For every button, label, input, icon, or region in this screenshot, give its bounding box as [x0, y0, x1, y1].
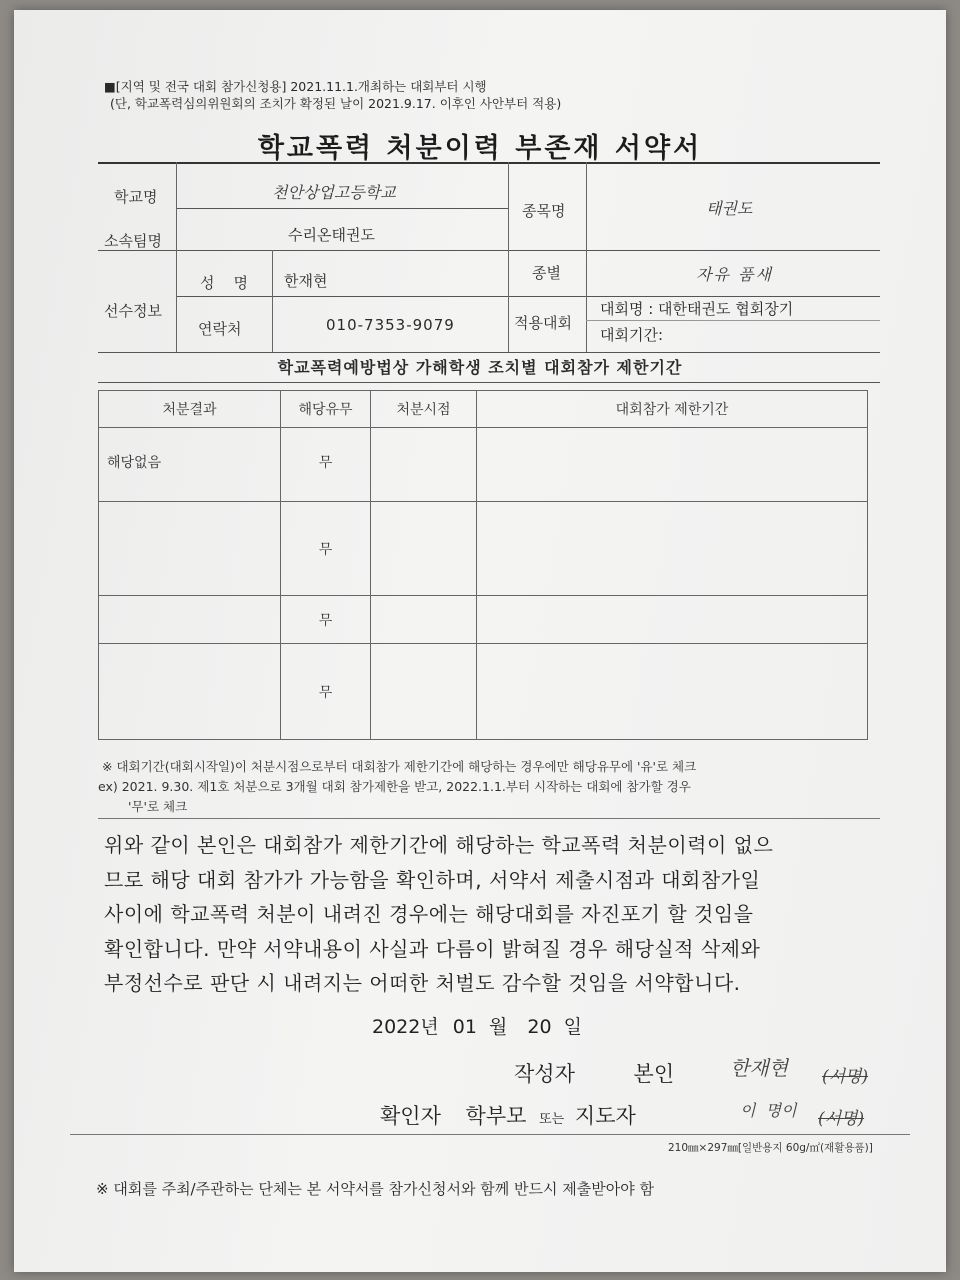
info-vline-1	[176, 162, 177, 352]
pledge-date	[372, 1012, 582, 1039]
table-row	[99, 428, 868, 502]
category-label: 종별	[532, 264, 561, 282]
paper-spec: 210㎜×297㎜[일반용지 60g/㎡(재활용품)]	[668, 1142, 873, 1154]
restriction-subtitle: 학교폭력예방법상 가해학생 조치별 대회참가 제한기간	[277, 358, 683, 377]
name-value: 한재현	[284, 272, 328, 290]
pledge-line-2: 므로 해당 대회 참가가 가능함을 확인하며, 서약서 제출시점과 대회참가일	[104, 867, 761, 892]
row-applicable: 무	[281, 644, 371, 740]
row-result	[99, 596, 281, 644]
bottom-note: ※ 대회를 주최/주관하는 단체는 본 서약서를 참가신청서와 함께 반드시 제출받아야 함	[96, 1180, 654, 1198]
self-sign-mark: (서명)	[822, 1067, 869, 1087]
event-label: 종목명	[522, 202, 566, 220]
player-info-label: 선수정보	[104, 302, 162, 320]
info-bottom-border	[98, 352, 880, 353]
table-row	[99, 596, 868, 644]
pledge-text	[104, 828, 894, 1001]
info-line-school	[176, 208, 508, 209]
pledge-line-4: 확인합니다. 만약 서약내용이 사실과 다름이 밝혀질 경우 해당실적 삭제와	[104, 936, 761, 961]
team-label: 소속팀명	[104, 232, 162, 250]
team-value: 수리온태권도	[288, 226, 375, 244]
writer-label: 작성자	[514, 1062, 575, 1086]
row-time	[371, 644, 477, 740]
row-time	[371, 502, 477, 596]
notice-line-1: ■[지역 및 전국 대회 참가신청용] 2021.11.1.개최하는 대회부터 시행	[104, 79, 487, 94]
table-row	[99, 644, 868, 740]
confirmer-signature-line	[380, 1100, 636, 1130]
row-result: 해당없음	[99, 428, 281, 502]
notice	[104, 78, 561, 112]
row-period	[477, 644, 868, 740]
competition-period: 대회기간:	[600, 326, 664, 344]
subtitle-bottom-border	[98, 382, 880, 383]
date-year: 2022년	[372, 1016, 439, 1038]
row-applicable: 무	[281, 428, 371, 502]
row-result	[99, 502, 281, 596]
info-line-competition	[586, 320, 880, 321]
date-month-label: 월	[489, 1016, 508, 1038]
info-line-team	[98, 250, 880, 251]
competition-name: 대회명 : 대한태권도 협회장기	[600, 300, 794, 318]
name-label: 성 명	[200, 274, 249, 292]
pledge-line-5: 부정선수로 판단 시 내려지는 어떠한 처벌도 감수할 것임을 서약합니다.	[104, 971, 741, 995]
header-result: 처분결과	[99, 391, 281, 428]
info-top-border	[98, 162, 880, 164]
pledge-line-1: 위와 같이 본인은 대회참가 제한기간에 해당하는 학교폭력 처분이력이 없으	[104, 833, 774, 857]
header-period: 대회참가 제한기간	[477, 391, 868, 428]
footnote-1: ※ 대회기간(대회시작일)이 처분시점으로부터 대회참가 제한기간에 해당하는 경우에만 해당유무에 '유'로 체크	[102, 759, 697, 774]
category-value: 자유 품새	[696, 265, 773, 284]
date-month: 01	[452, 1016, 477, 1038]
date-day-label: 일	[563, 1016, 582, 1038]
parent-label: 학부모	[465, 1104, 527, 1128]
row-period	[477, 502, 868, 596]
contact-label: 연락처	[198, 320, 242, 338]
self-label: 본인	[633, 1062, 675, 1086]
or-label: 또는	[539, 1112, 565, 1127]
row-result	[99, 644, 281, 740]
school-value: 천안상업고등학교	[272, 183, 396, 202]
table-row	[99, 502, 868, 596]
contact-value: 010-7353-9079	[326, 316, 455, 334]
footnote-divider	[98, 818, 880, 819]
restriction-table	[98, 390, 868, 740]
info-vline-3	[508, 162, 509, 352]
writer-signature-line	[514, 1058, 674, 1088]
coach-signature: 이 명이	[740, 1101, 797, 1120]
info-vline-2	[272, 250, 273, 352]
form-title: 학교폭력 처분이력 부존재 서약서	[257, 133, 703, 164]
restriction-header-row	[99, 391, 868, 428]
date-day: 20	[527, 1016, 552, 1038]
row-time	[371, 596, 477, 644]
row-applicable: 무	[281, 596, 371, 644]
row-time	[371, 428, 477, 502]
coach-sign-mark: (서명)	[818, 1109, 865, 1129]
footnote-3: '무'로 체크	[128, 799, 188, 814]
row-applicable: 무	[281, 502, 371, 596]
competition-label: 적용대회	[514, 314, 572, 332]
info-vline-4	[586, 162, 587, 352]
info-line-name	[176, 296, 880, 297]
row-period	[477, 596, 868, 644]
header-applicable: 해당유무	[281, 391, 371, 428]
footnote-2: ex) 2021. 9.30. 제1호 처분으로 3개월 대회 참가제한을 받고, 2022.1.1.부터 시작하는 대회에 참가할 경우	[98, 779, 691, 794]
notice-line-2: (단, 학교폭력심의위원회의 조치가 확정된 날이 2021.9.17. 이후인 사안부터 적용)	[110, 96, 562, 111]
pledge-line-3: 사이에 학교폭력 처분이 내려진 경우에는 해당대회를 자진포기 할 것임을	[104, 902, 754, 926]
spec-divider	[70, 1134, 910, 1135]
header-time: 처분시점	[371, 391, 477, 428]
confirmer-label: 확인자	[380, 1104, 441, 1128]
event-value: 태권도	[706, 199, 753, 218]
school-label: 학교명	[114, 188, 158, 206]
coach-label: 지도자	[574, 1104, 636, 1128]
row-period	[477, 428, 868, 502]
self-signature: 한재현	[730, 1056, 788, 1080]
